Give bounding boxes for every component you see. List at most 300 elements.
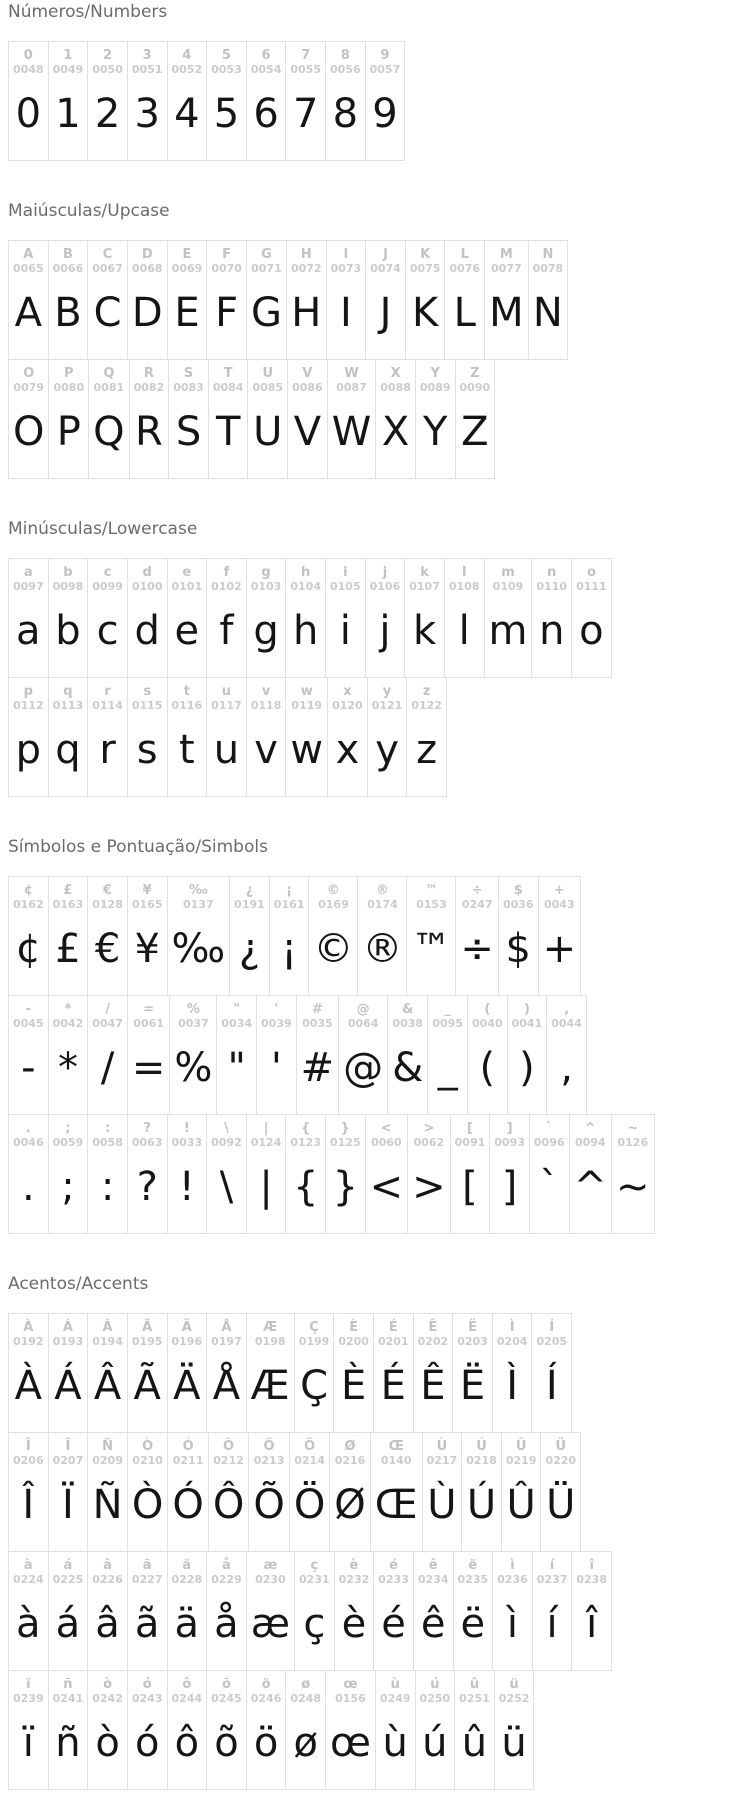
char-cell <box>532 1551 573 1671</box>
cell-character-label: È <box>349 1320 359 1335</box>
cell-glyph: @ <box>343 1045 384 1091</box>
cell-character-label: ì <box>510 1558 515 1573</box>
cell-unicode-code: 0140 <box>380 1454 412 1467</box>
cell-character-label: @ <box>356 1002 370 1017</box>
char-row <box>8 1551 722 1671</box>
cell-unicode-code: 0041 <box>511 1017 543 1030</box>
char-cell <box>8 41 49 161</box>
char-cell <box>484 240 529 360</box>
char-cell <box>8 1313 49 1433</box>
cell-glyph: ‰ <box>171 926 226 972</box>
cell-glyph: È <box>341 1363 367 1409</box>
cell-unicode-code: 0174 <box>367 898 398 911</box>
cell-unicode-code: 0092 <box>211 1136 242 1149</box>
char-cell <box>88 359 129 479</box>
cell-character-label: À <box>23 1320 34 1335</box>
cell-unicode-code: 0250 <box>419 1692 451 1705</box>
char-cell <box>334 1551 375 1671</box>
cell-character-label: å <box>222 1558 231 1573</box>
cell-character-label: c <box>103 565 112 580</box>
cell-unicode-code: 0060 <box>371 1136 402 1149</box>
cell-unicode-code: 0084 <box>212 381 244 394</box>
cell-character-label: ® <box>375 883 389 898</box>
cell-glyph: Õ <box>253 1482 285 1528</box>
char-cell <box>269 876 310 996</box>
cell-unicode-code: 0230 <box>255 1573 286 1586</box>
cell-character-label: | <box>263 1121 269 1136</box>
char-cell <box>48 359 89 479</box>
cell-unicode-code: 0035 <box>302 1017 333 1030</box>
cell-character-label: % <box>186 1002 200 1017</box>
section-rows <box>8 558 722 797</box>
cell-glyph: / <box>100 1045 115 1091</box>
char-cell <box>248 1432 289 1552</box>
char-cell <box>206 677 247 797</box>
char-cell <box>206 240 247 360</box>
cell-unicode-code: 0090 <box>459 381 491 394</box>
cell-character-label: i <box>343 565 348 580</box>
cell-unicode-code: 0050 <box>92 63 123 76</box>
cell-unicode-code: 0046 <box>13 1136 44 1149</box>
cell-unicode-code: 0034 <box>221 1017 253 1030</box>
cell-glyph: Ë <box>459 1363 486 1409</box>
cell-unicode-code: 0085 <box>252 381 284 394</box>
cell-character-label: * <box>64 1002 72 1017</box>
cell-unicode-code: 0042 <box>52 1017 84 1030</box>
cell-glyph: ö <box>253 1720 279 1766</box>
cell-character-label: Õ <box>263 1439 275 1454</box>
cell-character-label: ? <box>143 1121 151 1136</box>
cell-glyph: J <box>379 290 392 336</box>
cell-character-label: . <box>25 1121 31 1136</box>
cell-glyph: ^ <box>573 1164 608 1210</box>
cell-character-label: Ì <box>509 1320 515 1335</box>
cell-character-label: 7 <box>301 48 311 63</box>
cell-glyph: m <box>488 608 528 654</box>
cell-glyph: À <box>14 1363 42 1409</box>
cell-character-label: Ê <box>428 1320 438 1335</box>
char-cell <box>507 995 548 1115</box>
char-cell <box>246 677 287 797</box>
cell-character-label: Y <box>430 366 440 381</box>
char-cell <box>294 1313 335 1433</box>
cell-character-label: C <box>102 247 113 262</box>
cell-character-label: $ <box>513 883 523 898</box>
char-cell <box>87 995 128 1115</box>
cell-glyph: ™ <box>411 926 452 972</box>
char-cell <box>327 359 377 479</box>
cell-glyph: é <box>381 1601 406 1647</box>
char-cell <box>531 558 572 678</box>
char-cell <box>325 1114 366 1234</box>
cell-glyph: ï <box>22 1720 34 1766</box>
cell-unicode-code: 0125 <box>330 1136 361 1149</box>
cell-glyph: ® <box>362 926 403 972</box>
cell-unicode-code: 0099 <box>92 580 123 593</box>
cell-unicode-code: 0128 <box>92 898 123 911</box>
cell-unicode-code: 0236 <box>497 1573 528 1586</box>
char-cell <box>167 1670 208 1790</box>
cell-unicode-code: 0193 <box>52 1335 84 1348</box>
cell-character-label: } <box>340 1121 350 1136</box>
cell-glyph: î <box>586 1601 598 1647</box>
char-cell <box>167 240 208 360</box>
cell-glyph: ÷ <box>460 926 494 972</box>
cell-glyph: ì <box>506 1601 519 1647</box>
cell-glyph: £ <box>55 926 81 972</box>
char-cell <box>127 876 168 996</box>
cell-glyph: Á <box>54 1363 82 1409</box>
char-row <box>8 558 722 678</box>
cell-character-label: s <box>143 684 152 699</box>
cell-glyph: 1 <box>55 91 81 137</box>
cell-unicode-code: 0219 <box>505 1454 537 1467</box>
cell-character-label: 5 <box>221 48 231 63</box>
cell-character-label: q <box>63 684 73 699</box>
cell-unicode-code: 0078 <box>532 262 564 275</box>
cell-glyph: à <box>16 1601 41 1647</box>
section-title: Números/Numbers <box>8 2 168 22</box>
char-cell <box>329 1432 370 1552</box>
cell-character-label: è <box>349 1558 359 1573</box>
char-cell <box>48 1432 89 1552</box>
cell-glyph: å <box>214 1601 239 1647</box>
char-cell <box>454 1670 495 1790</box>
cell-unicode-code: 0109 <box>492 580 524 593</box>
cell-glyph: Ù <box>427 1482 457 1528</box>
cell-unicode-code: 0056 <box>330 63 361 76</box>
cell-character-label: ; <box>65 1121 71 1136</box>
char-cell <box>208 1432 249 1552</box>
cell-glyph: ç <box>303 1601 326 1647</box>
char-cell <box>450 1114 491 1234</box>
cell-character-label: Ã <box>142 1320 153 1335</box>
cell-character-label: É <box>388 1320 398 1335</box>
char-cell <box>48 995 89 1115</box>
cell-unicode-code: 0153 <box>416 898 447 911</box>
char-cell <box>370 1432 423 1552</box>
char-cell <box>8 995 49 1115</box>
cell-unicode-code: 0225 <box>52 1573 84 1586</box>
char-cell <box>373 1551 414 1671</box>
cell-unicode-code: 0072 <box>290 262 322 275</box>
cell-unicode-code: 0074 <box>370 262 401 275</box>
cell-unicode-code: 0201 <box>377 1335 409 1348</box>
cell-character-label: M <box>499 247 513 262</box>
char-cell <box>365 1114 409 1234</box>
section-lowercase <box>8 519 722 797</box>
cell-unicode-code: 0087 <box>336 381 367 394</box>
cell-unicode-code: 0066 <box>52 262 84 275</box>
cell-character-label: Ø <box>344 1439 356 1454</box>
cell-unicode-code: 0057 <box>369 63 401 76</box>
cell-unicode-code: 0196 <box>171 1335 203 1348</box>
cell-glyph: # <box>300 1045 335 1091</box>
cell-character-label: " <box>233 1002 241 1017</box>
char-cell <box>246 240 287 360</box>
cell-unicode-code: 0117 <box>211 699 242 712</box>
cell-unicode-code: 0249 <box>379 1692 411 1705</box>
char-cell <box>365 558 406 678</box>
cell-unicode-code: 0120 <box>332 699 363 712</box>
cell-glyph: Í <box>545 1363 558 1409</box>
cell-character-label: Ñ <box>102 1439 113 1454</box>
cell-unicode-code: 0118 <box>250 699 282 712</box>
char-cell <box>48 558 89 678</box>
section-rows <box>8 1313 722 1790</box>
char-cell <box>373 1313 414 1433</box>
cell-character-label: r <box>104 684 111 699</box>
cell-unicode-code: 0244 <box>171 1692 203 1705</box>
char-cell <box>325 1670 376 1790</box>
cell-unicode-code: 0053 <box>211 63 242 76</box>
cell-glyph: [ <box>462 1164 478 1210</box>
char-cell <box>206 41 247 161</box>
cell-unicode-code: 0126 <box>617 1136 649 1149</box>
char-cell <box>246 1114 287 1234</box>
cell-glyph: O <box>13 409 45 455</box>
cell-unicode-code: 0037 <box>178 1017 209 1030</box>
cell-unicode-code: 0207 <box>52 1454 84 1467</box>
char-cell <box>48 677 89 797</box>
cell-character-label: ¥ <box>142 883 152 898</box>
cell-character-label: t <box>183 684 190 699</box>
cell-glyph: ¥ <box>134 926 160 972</box>
cell-glyph: \ <box>219 1164 234 1210</box>
char-cell <box>444 558 485 678</box>
char-row <box>8 677 722 797</box>
char-cell <box>87 1313 128 1433</box>
char-cell <box>127 558 168 678</box>
cell-character-label: ¿ <box>245 883 254 898</box>
cell-character-label: e <box>182 565 192 580</box>
char-cell <box>326 240 367 360</box>
cell-glyph: q <box>55 727 81 773</box>
cell-glyph: ? <box>136 1164 158 1210</box>
char-cell <box>129 359 170 479</box>
char-cell <box>247 359 288 479</box>
cell-glyph: ò <box>95 1720 120 1766</box>
char-cell <box>413 1313 454 1433</box>
char-cell <box>546 995 587 1115</box>
cell-glyph: : <box>100 1164 115 1210</box>
cell-character-label: D <box>141 247 153 262</box>
char-cell <box>327 677 368 797</box>
cell-glyph: Œ <box>374 1482 418 1528</box>
cell-character-label: S <box>183 366 194 381</box>
cell-unicode-code: 0076 <box>449 262 481 275</box>
cell-glyph: ñ <box>55 1720 81 1766</box>
char-cell <box>8 1670 49 1790</box>
cell-character-label: Ö <box>304 1439 316 1454</box>
cell-character-label: A <box>23 247 34 262</box>
cell-unicode-code: 0197 <box>211 1335 242 1348</box>
cell-unicode-code: 0162 <box>13 898 44 911</box>
cell-unicode-code: 0239 <box>13 1692 44 1705</box>
char-cell <box>167 1432 208 1552</box>
cell-character-label: é <box>389 1558 398 1573</box>
cell-unicode-code: 0119 <box>291 699 323 712</box>
char-cell <box>571 1551 612 1671</box>
cell-character-label: u <box>221 684 232 699</box>
cell-glyph: & <box>392 1045 424 1091</box>
cell-glyph: { <box>292 1164 319 1210</box>
cell-glyph: û <box>461 1720 488 1766</box>
cell-character-label: ] <box>506 1121 513 1136</box>
cell-unicode-code: 0103 <box>250 580 282 593</box>
cell-unicode-code: 0051 <box>131 63 163 76</box>
cell-glyph: % <box>174 1045 213 1091</box>
cell-character-label: P <box>64 366 74 381</box>
cell-character-label: L <box>460 247 469 262</box>
section-numbers <box>8 2 722 161</box>
char-cell <box>294 1551 335 1671</box>
cell-glyph: á <box>55 1601 81 1647</box>
cell-character-label: ÷ <box>471 883 483 898</box>
char-cell <box>375 359 416 479</box>
char-cell <box>206 1114 247 1234</box>
cell-glyph: Ø <box>334 1482 366 1528</box>
char-cell <box>167 1114 208 1234</box>
cell-glyph: x <box>335 727 360 773</box>
cell-unicode-code: 0049 <box>52 63 84 76</box>
char-cell <box>338 995 388 1115</box>
cell-unicode-code: 0247 <box>461 898 493 911</box>
cell-unicode-code: 0059 <box>52 1136 84 1149</box>
char-cell <box>246 1313 295 1433</box>
cell-character-label: Ä <box>181 1320 192 1335</box>
cell-unicode-code: 0217 <box>426 1454 458 1467</box>
char-cell <box>365 41 406 161</box>
cell-glyph: Æ <box>250 1363 290 1409</box>
char-cell <box>8 677 49 797</box>
cell-glyph: t <box>178 727 195 773</box>
cell-glyph: A <box>14 290 42 336</box>
char-cell <box>501 1432 542 1552</box>
char-cell <box>498 876 539 996</box>
cell-unicode-code: 0233 <box>378 1573 409 1586</box>
cell-character-label: X <box>390 366 401 381</box>
cell-glyph: è <box>341 1601 367 1647</box>
char-cell <box>489 1114 530 1234</box>
cell-character-label: & <box>402 1002 414 1017</box>
char-cell <box>467 995 508 1115</box>
cell-character-label: G <box>261 247 272 262</box>
cell-unicode-code: 0100 <box>131 580 163 593</box>
cell-glyph: Q <box>93 409 125 455</box>
cell-glyph: a <box>16 608 41 654</box>
char-cell <box>538 876 582 996</box>
cell-glyph: G <box>250 290 282 336</box>
cell-character-label: Í <box>549 1320 555 1335</box>
cell-glyph: ] <box>501 1164 518 1210</box>
char-row <box>8 1670 722 1790</box>
char-cell <box>48 1313 89 1433</box>
cell-character-label: î <box>589 1558 594 1573</box>
cell-glyph: l <box>458 608 470 654</box>
cell-unicode-code: 0122 <box>411 699 442 712</box>
cell-glyph: 8 <box>332 91 359 137</box>
cell-unicode-code: 0243 <box>131 1692 163 1705</box>
char-cell <box>325 41 366 161</box>
cell-glyph: - <box>21 1045 36 1091</box>
cell-character-label: ` <box>545 1121 553 1136</box>
cell-character-label: ¡ <box>286 883 293 898</box>
cell-unicode-code: 0114 <box>92 699 123 712</box>
char-cell <box>87 41 128 161</box>
char-cell <box>333 1313 374 1433</box>
cell-glyph: Ó <box>172 1482 204 1528</box>
cell-glyph: P <box>56 409 81 455</box>
cell-glyph: c <box>96 608 119 654</box>
char-cell <box>8 876 49 996</box>
cell-character-label: n <box>547 565 557 580</box>
cell-unicode-code: 0238 <box>576 1573 608 1586</box>
char-cell <box>87 558 128 678</box>
cell-character-label: í <box>549 1558 555 1573</box>
cell-unicode-code: 0052 <box>171 63 203 76</box>
cell-character-label: û <box>469 1677 480 1692</box>
cell-character-label: ö <box>261 1677 271 1692</box>
cell-glyph: + <box>542 926 577 972</box>
cell-glyph: f <box>219 608 234 654</box>
char-cell <box>246 1551 295 1671</box>
cell-glyph: v <box>254 727 278 773</box>
cell-glyph: Î <box>22 1482 35 1528</box>
cell-character-label: ø <box>301 1677 311 1692</box>
cell-character-label: ) <box>523 1002 530 1017</box>
cell-character-label: Û <box>515 1439 527 1454</box>
cell-glyph: y <box>375 727 399 773</box>
char-row <box>8 1432 722 1552</box>
cell-unicode-code: 0082 <box>133 381 165 394</box>
cell-unicode-code: 0234 <box>417 1573 449 1586</box>
char-cell <box>246 1670 287 1790</box>
char-cell <box>455 359 496 479</box>
cell-character-label: ã <box>142 1558 152 1573</box>
char-cell <box>455 876 499 996</box>
cell-character-label: _ <box>444 1002 451 1017</box>
cell-glyph: . <box>21 1164 35 1210</box>
char-cell <box>387 995 428 1115</box>
cell-character-label: y <box>382 684 392 699</box>
cell-glyph: j <box>379 608 391 654</box>
cell-character-label: Å <box>221 1320 232 1335</box>
cell-unicode-code: 0104 <box>290 580 321 593</box>
char-cell <box>127 677 168 797</box>
cell-unicode-code: 0246 <box>250 1692 282 1705</box>
cell-character-label: œ <box>343 1677 358 1692</box>
char-cell <box>529 1114 570 1234</box>
cell-unicode-code: 0165 <box>131 898 163 911</box>
cell-unicode-code: 0252 <box>498 1692 530 1705</box>
cell-unicode-code: 0169 <box>318 898 349 911</box>
cell-glyph: © <box>313 926 354 972</box>
char-cell <box>285 677 328 797</box>
cell-glyph: > <box>412 1164 446 1210</box>
section-rows <box>8 876 722 1234</box>
cell-glyph: K <box>412 290 439 336</box>
cell-unicode-code: 0073 <box>330 262 362 275</box>
cell-character-label: 3 <box>142 48 152 63</box>
cell-glyph: 5 <box>213 91 240 137</box>
char-cell <box>540 1432 581 1552</box>
char-cell <box>8 1551 49 1671</box>
cell-unicode-code: 0210 <box>132 1454 163 1467</box>
cell-unicode-code: 0055 <box>290 63 321 76</box>
cell-unicode-code: 0161 <box>273 898 305 911</box>
cell-character-label: N <box>542 247 554 262</box>
